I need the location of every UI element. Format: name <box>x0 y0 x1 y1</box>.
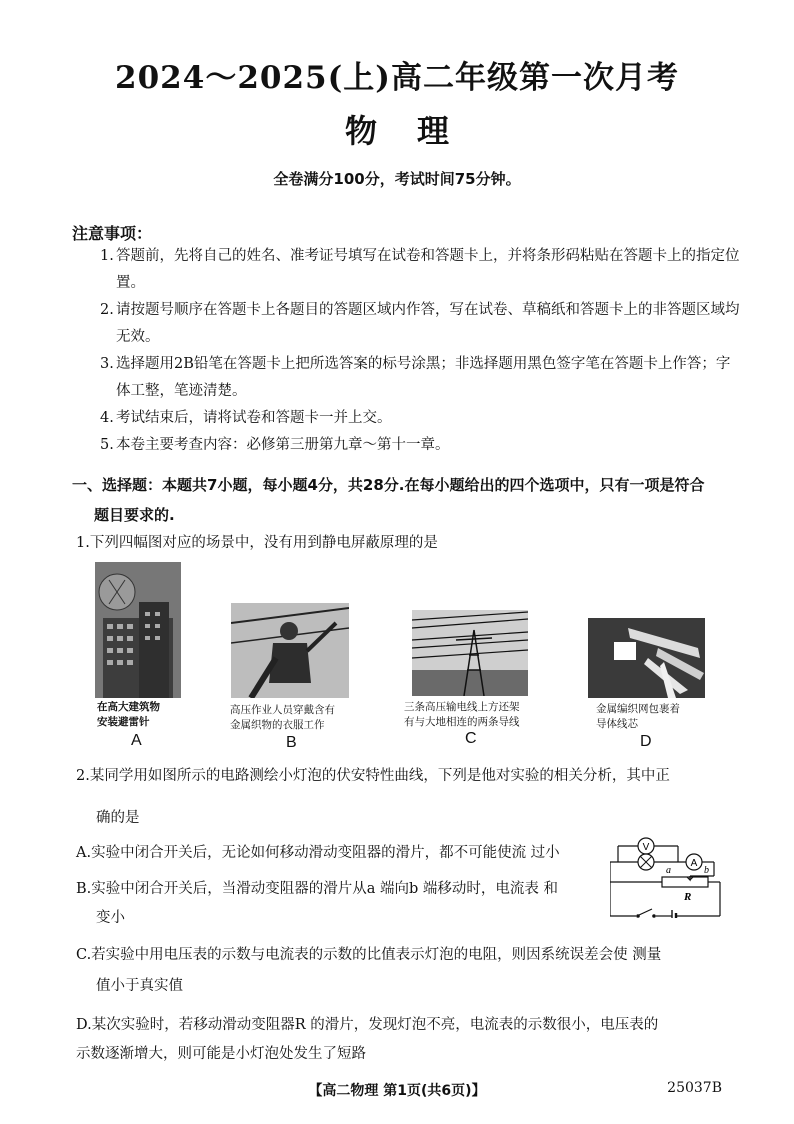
photo-braided-cable <box>588 618 705 698</box>
page-footer: 【高二物理 第1页(共6页)】 <box>308 1083 486 1099</box>
notice-num: 2. <box>100 302 114 318</box>
caption-d-line2: 导体线芯 <box>596 718 638 730</box>
option-letter-d: D <box>640 733 652 750</box>
q1-stem: 1.下列四幅图对应的场景中，没有用到静电屏蔽原理的是 <box>76 535 438 551</box>
notice-text: 答题前，先将自己的姓名、准考证号填写在试卷和答题卡上，并将条形码粘贴在答题卡上的指定位置。 <box>116 248 740 291</box>
terminal-b-label: b <box>704 865 709 876</box>
notice-item <box>100 297 740 351</box>
voltmeter-label: V <box>642 842 650 853</box>
caption-b <box>230 703 335 733</box>
exam-title: 2024～2025(上)高二年级第一次月考 <box>115 60 679 96</box>
building-illustration <box>95 562 181 698</box>
caption-c-line1: 三条高压输电线上方还架 <box>404 701 520 713</box>
photo-transmission-tower <box>412 610 528 696</box>
notice-item <box>100 432 740 459</box>
section-heading <box>72 470 732 530</box>
exam-code: 25037B <box>667 1080 722 1096</box>
caption-c-line2: 有与大地相连的两条导线 <box>404 716 520 728</box>
rheostat-symbol <box>662 877 708 887</box>
notice-num: 1. <box>100 248 114 264</box>
caption-b-line2: 金属织物的衣服工作 <box>230 719 325 731</box>
subject-title: 物理 <box>344 112 489 150</box>
score-note: 全卷满分100分，考试时间75分钟。 <box>273 170 521 188</box>
caption-c <box>404 700 520 730</box>
q2-option-c-line2: 值小于真实值 <box>96 978 183 994</box>
notice-text: 选择题用2B铅笔在答题卡上把所选答案的标号涂黑；非选择题用黑色签字笔在答题卡上作答；字体工整，笔迹清楚。 <box>116 356 731 399</box>
notice-num: 5. <box>100 437 114 453</box>
q2-option-c-line1: C.若实验中用电压表的示数与电流表的示数的比值表示灯泡的电阻，则因系统误差会使 测量 <box>76 947 662 963</box>
q2-option-b-line1: B.实验中闭合开关后，当滑动变阻器的滑片从a 端向b 端移动时，电流表 和 <box>76 881 559 897</box>
q2-option-a: A.实验中闭合开关后，无论如何移动滑动变阻器的滑片，都不可能使流 过小 <box>76 845 560 861</box>
notice-item <box>100 351 740 405</box>
notice-text: 请按题号顺序在答题卡上各题目的答题区域内作答，写在试卷、草稿纸和答题卡上的非答题区域均无效。 <box>116 302 740 345</box>
q2-stem-line2: 确的是 <box>96 810 140 826</box>
caption-d-line1: 金属编织网包裹着 <box>596 703 680 715</box>
q2-option-d-line2: 示数逐渐增大，则可能是小灯泡处发生了短路 <box>76 1046 366 1062</box>
q2-option-b-line2: 变小 <box>96 910 125 926</box>
notice-text: 考试结束后，请将试卷和答题卡一并上交。 <box>116 410 392 426</box>
terminal-a-label: a <box>666 865 671 876</box>
notice-list <box>100 243 740 459</box>
notice-heading: 注意事项： <box>72 224 153 243</box>
q2-option-d-line1: D.某次实验时，若移动滑动变阻器R 的滑片，发现灯泡不亮，电流表的示数很小，电压表的 <box>76 1017 659 1033</box>
section-heading-line2: 题目要求的. <box>94 506 175 524</box>
notice-text: 本卷主要考查内容：必修第三册第九章～第十一章。 <box>116 437 450 453</box>
caption-a <box>97 700 160 730</box>
notice-num: 4. <box>100 410 114 426</box>
photo-lightning-rod-building <box>95 562 181 698</box>
option-letter-c: C <box>465 730 477 747</box>
section-heading-line1: 一、选择题：本题共7小题，每小题4分，共28分.在每小题给出的四个选项中，只有一项是符合 <box>72 476 705 494</box>
circuit-diagram <box>610 832 728 918</box>
ammeter-label: A <box>690 858 698 869</box>
tower-illustration <box>412 610 528 696</box>
caption-b-line1: 高压作业人员穿戴含有 <box>230 704 335 716</box>
option-letter-b: B <box>286 734 297 751</box>
notice-num: 3. <box>100 356 114 372</box>
notice-item <box>100 243 740 297</box>
option-letter-a: A <box>131 732 142 749</box>
worker-illustration <box>231 603 349 698</box>
q2-stem-line1: 2.某同学用如图所示的电路测绘小灯泡的伏安特性曲线，下列是他对实验的相关分析，其中正 <box>76 768 670 784</box>
rheostat-label: R <box>684 891 692 903</box>
caption-d <box>596 702 680 732</box>
photo-hv-worker <box>231 603 349 698</box>
switch-symbol <box>639 909 652 915</box>
caption-a-line1: 在高大建筑物 <box>97 701 160 713</box>
caption-a-line2: 安装避雷针 <box>97 716 150 728</box>
notice-item <box>100 405 740 432</box>
cable-illustration <box>588 618 705 698</box>
